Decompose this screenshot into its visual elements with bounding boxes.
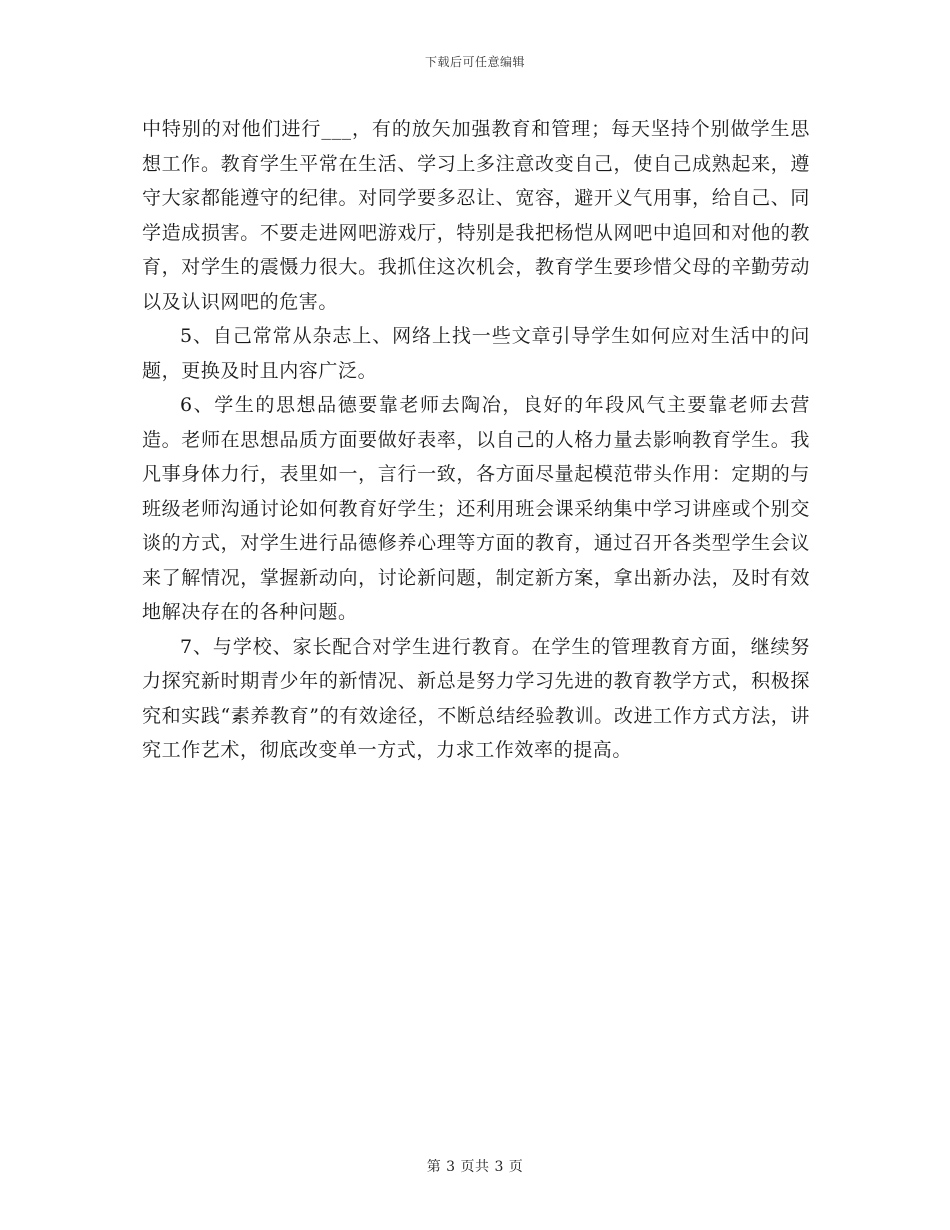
paragraph-item-7: 7、与学校、家长配合对学生进行教育。在学生的管理教育方面，继续努力探究新时期青少年的新情况、新总是努力学习先进的教育教学方式，积极探究和实践“素养教育”的有效途径，不断总结经验教训。改进工作方式方法，讲究工作艺术，彻底改变单一方式，力求工作效率的提高。 xyxy=(142,635,810,761)
page-number: 第 3 页共 3 页 xyxy=(426,1159,524,1175)
paragraph-item-6: 6、学生的思想品德要靠老师去陶冶，良好的年段风气主要靠老师去营造。老师在思想品质方面要做好表率，以自己的人格力量去影响教育学生。我凡事身体力行，表里如一，言行一致，各方面尽量起模范带头作用：定期的与班级老师沟通讨论如何教育好学生；还利用班会课采纳集中学习讲座或个别交谈的方式，对学生进行品德修养心理等方面的教育，通过召开各类型学生会议来了解情况，掌握新动向，讨论新问题，制定新方案，拿出新办法，及时有效地解决存在的各种问题。 xyxy=(142,394,810,623)
paragraph-continued: 中特别的对他们进行___，有的放矢加强教育和管理；每天坚持个别做学生思想工作。教育学生平常在生活、学习上多注意改变自己，使自己成熟起来，遵守大家都能遵守的纪律。对同学要多忍让、宽容，避开义气用事，给自己、同学造成损害。不要走进网吧游戏厅，特别是我把杨恺从网吧中追回和对他的教育，对学生的震慑力很大。我抓住这次机会，教育学生要珍惜父母的辛勤劳动以及认识网吧的危害。 xyxy=(142,118,810,313)
document-body xyxy=(142,112,810,768)
page-header: 下载后可任意编辑 xyxy=(424,55,525,69)
paragraph-item-5: 5、自己常常从杂志上、网络上找一些文章引导学生如何应对生活中的问题，更换及时且内容广泛。 xyxy=(142,325,810,382)
